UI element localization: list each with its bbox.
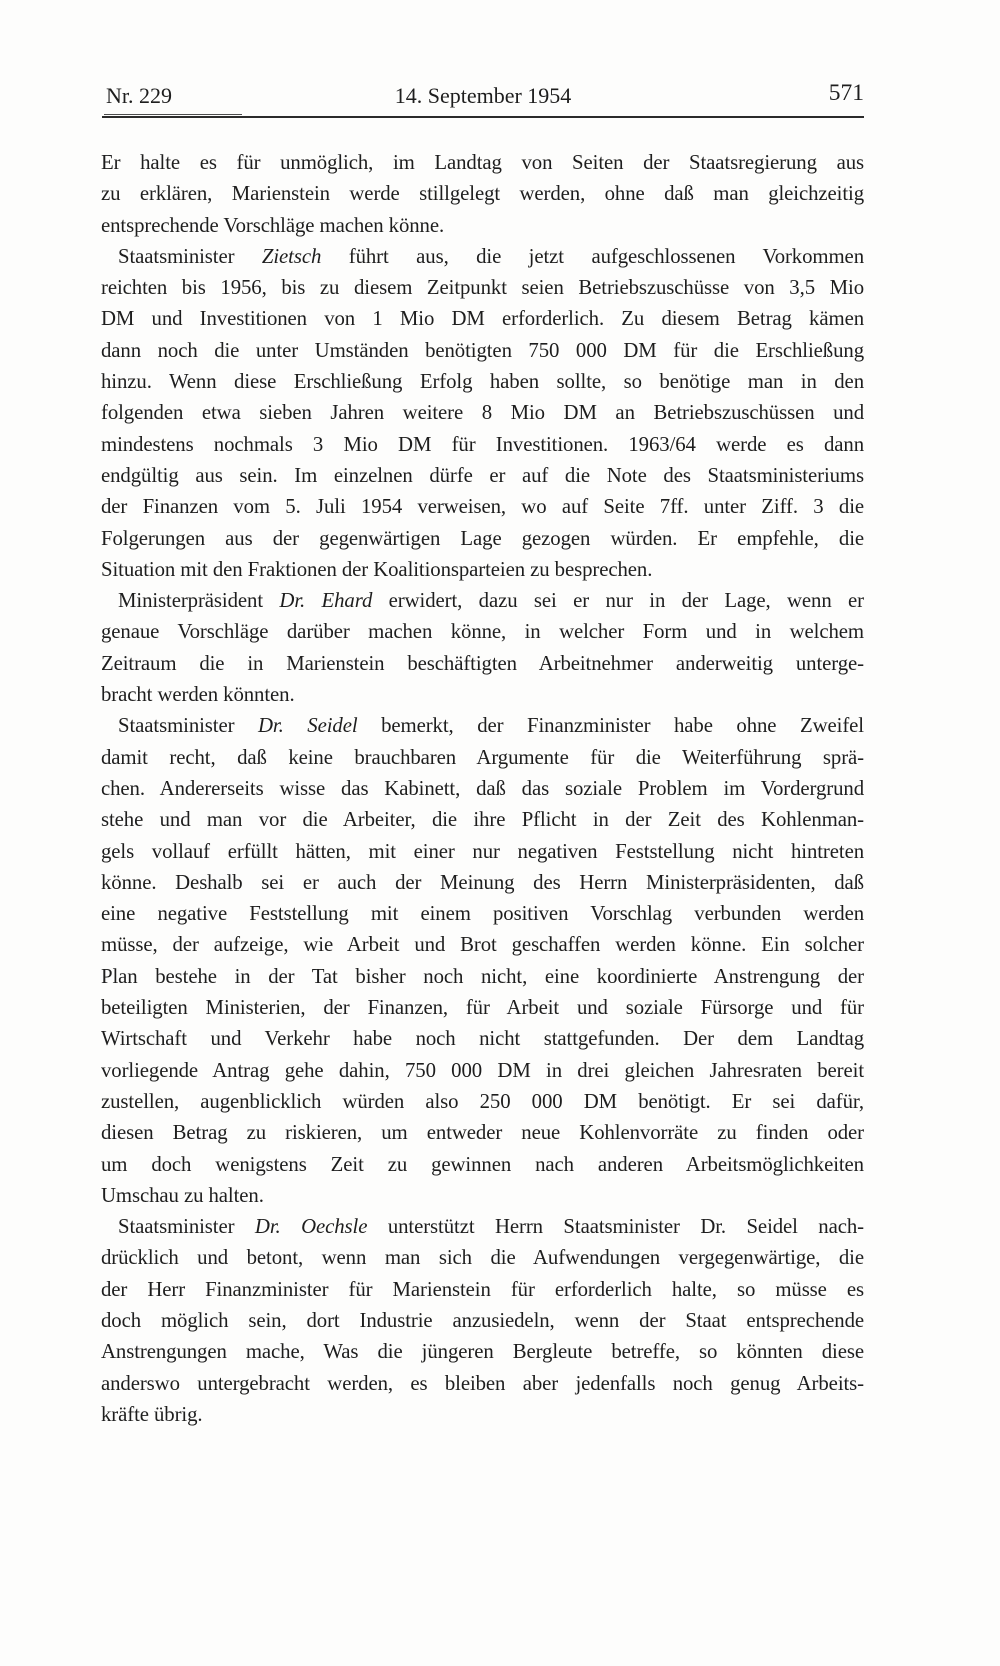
text-segment: Staatsminister <box>118 244 262 268</box>
text-segment: um doch wenigstens Zeit zu gewinnen nach anderen Arbeitsmöglichkeiten <box>101 1152 864 1176</box>
text-line <box>101 804 864 835</box>
page-number: 571 <box>828 80 864 106</box>
text-line <box>101 147 864 178</box>
text-line <box>101 679 864 710</box>
text-segment: beteiligten Ministerien, der Finanzen, für Arbeit und soziale Fürsorge und für <box>101 996 864 1020</box>
header-rule <box>102 116 864 118</box>
text-line <box>101 1368 864 1399</box>
header-rule-artifact <box>104 114 242 116</box>
text-line <box>101 773 864 804</box>
header-date: 14. September 1954 <box>394 83 572 108</box>
text-segment: Anstrengungen mache, Was die jüngeren Bergleute betreffe, so könnten diese <box>101 1340 864 1364</box>
text-segment: müsse, der aufzeige, wie Arbeit und Brot geschaffen werden könne. Ein solcher <box>101 933 864 957</box>
text-line <box>101 1023 864 1054</box>
text-segment: der Herr Finanzminister für Marienstein für erforderlich halte, so müsse es <box>101 1277 864 1301</box>
text-line <box>101 554 864 585</box>
text-segment: der Finanzen vom 5. Juli 1954 verweisen, wo auf Seite 7ff. unter Ziff. 3 die <box>101 495 864 519</box>
text-line <box>101 335 864 366</box>
paragraph <box>101 710 864 1211</box>
text-segment: bemerkt, der Finanzminister habe ohne Zweifel <box>357 714 864 738</box>
speaker-name: Dr. Seidel <box>258 714 358 738</box>
text-segment: könne. Deshalb sei er auch der Meinung des Herrn Ministerpräsidenten, daß <box>101 870 864 894</box>
text-line <box>101 397 864 428</box>
text-line <box>101 1086 864 1117</box>
speaker-name: Zietsch <box>261 244 322 268</box>
text-line <box>101 1336 864 1367</box>
text-line <box>101 1117 864 1148</box>
text-line <box>101 460 864 491</box>
text-segment: Folgerungen aus der gegenwärtigen Lage gezogen würden. Er empfehle, die <box>101 526 864 550</box>
text-line <box>101 272 864 303</box>
speaker-name: Dr. Oechsle <box>254 1215 368 1239</box>
paragraph <box>101 585 864 710</box>
text-segment: Umschau zu halten. <box>101 1183 264 1207</box>
text-segment: diesen Betrag zu riskieren, um entweder neue Kohlenvorräte zu finden oder <box>101 1121 864 1145</box>
text-line <box>101 1399 864 1430</box>
text-segment: bracht werden könnten. <box>101 683 295 707</box>
text-line <box>101 961 864 992</box>
text-segment: führt aus, die jetzt aufgeschlossenen Vorkommen <box>321 244 864 268</box>
text-line <box>101 178 864 209</box>
text-line <box>101 491 864 522</box>
issue-number: Nr. 229 <box>106 83 172 108</box>
text-line <box>101 836 864 867</box>
text-line <box>101 1242 864 1273</box>
text-line <box>101 898 864 929</box>
text-line <box>101 1055 864 1086</box>
text-segment: entsprechende Vorschläge machen könne. <box>101 213 445 237</box>
paragraph <box>101 1211 864 1430</box>
text-line <box>101 585 864 616</box>
text-segment: eine negative Feststellung mit einem positiven Vorschlag verbunden werden <box>101 902 864 926</box>
text-segment: kräfte übrig. <box>101 1402 203 1426</box>
text-segment: unterstützt Herrn Staatsminister Dr. Seidel nach- <box>367 1215 864 1239</box>
text-segment: Situation mit den Fraktionen der Koalitionsparteien zu besprechen. <box>101 557 653 581</box>
text-line <box>101 523 864 554</box>
text-segment: Staatsminister <box>118 1215 255 1239</box>
text-segment: endgültig aus sein. Im einzelnen dürfe er auf die Note des Staatsministeriums <box>101 463 864 487</box>
text-line <box>101 1305 864 1336</box>
text-line <box>101 742 864 773</box>
text-line <box>101 429 864 460</box>
text-segment: Zeitraum die in Marienstein beschäftigten Arbeitnehmer anderweitig unterge- <box>101 651 864 675</box>
paragraph <box>101 241 864 585</box>
text-segment: genaue Vorschläge darüber machen könne, in welcher Form und in welchem <box>101 620 864 644</box>
text-line <box>101 1211 864 1242</box>
text-segment: stehe und man vor die Arbeiter, die ihre Pflicht in der Zeit des Kohlenman- <box>101 808 864 832</box>
text-line <box>101 616 864 647</box>
text-segment: Plan bestehe in der Tat bisher noch nicht, eine koordinierte Anstrengung der <box>101 964 864 988</box>
text-segment: folgenden etwa sieben Jahren weitere 8 Mio DM an Betriebszuschüssen und <box>101 401 864 425</box>
text-line <box>101 867 864 898</box>
text-segment: doch möglich sein, dort Industrie anzusiedeln, wenn der Staat entsprechende <box>101 1308 864 1332</box>
text-line <box>101 1274 864 1305</box>
text-segment: anderswo untergebracht werden, es bleiben aber jedenfalls noch genug Arbeits- <box>101 1371 864 1395</box>
text-line <box>101 710 864 741</box>
page-header <box>102 82 864 112</box>
text-line <box>101 992 864 1023</box>
speaker-name: Dr. Ehard <box>279 589 373 613</box>
text-segment: erwidert, dazu sei er nur in der Lage, wenn er <box>372 589 865 613</box>
text-segment: Staatsminister <box>118 714 259 738</box>
text-segment: dann noch die unter Umständen benötigten 750 000 DM für die Erschließung <box>101 338 864 362</box>
text-line <box>101 366 864 397</box>
text-segment: damit recht, daß keine brauchbaren Argumente für die Weiterführung sprä- <box>101 745 864 769</box>
text-segment: hinzu. Wenn diese Erschließung Erfolg haben sollte, so benötige man in den <box>101 370 864 394</box>
text-line <box>101 1180 864 1211</box>
text-segment: DM und Investitionen von 1 Mio DM erforderlich. Zu diesem Betrag kämen <box>101 307 864 331</box>
text-line <box>101 648 864 679</box>
text-segment: mindestens nochmals 3 Mio DM für Investitionen. 1963/64 werde es dann <box>101 432 864 456</box>
paragraph <box>101 147 864 241</box>
text-line <box>101 241 864 272</box>
text-segment: drücklich und betont, wenn man sich die Aufwendungen vergegenwärtige, die <box>101 1246 864 1270</box>
text-line <box>101 303 864 334</box>
text-segment: Wirtschaft und Verkehr habe noch nicht stattgefunden. Der dem Landtag <box>101 1027 864 1051</box>
text-segment: gels vollauf erfüllt hätten, mit einer nur negativen Feststellung nicht hintreten <box>101 839 864 863</box>
text-line <box>101 1149 864 1180</box>
text-segment: vorliegende Antrag gehe dahin, 750 000 DM in drei gleichen Jahresraten bereit <box>101 1058 864 1082</box>
text-segment: zu erklären, Marienstein werde stillgelegt werden, ohne daß man gleichzeitig <box>101 182 864 206</box>
text-segment: chen. Andererseits wisse das Kabinett, daß das soziale Problem im Vordergrund <box>101 776 864 800</box>
document-body <box>101 147 864 1430</box>
text-segment: Er halte es für unmöglich, im Landtag von Seiten der Staatsregierung aus <box>101 151 864 174</box>
text-segment: zustellen, augenblicklich würden also 250 000 DM benötigt. Er sei dafür, <box>101 1089 864 1113</box>
text-segment: reichten bis 1956, bis zu diesem Zeitpunkt seien Betriebszuschüsse von 3,5 Mio <box>101 276 864 300</box>
text-line <box>101 210 864 241</box>
text-line <box>101 929 864 960</box>
text-segment: Ministerpräsident <box>118 589 280 613</box>
